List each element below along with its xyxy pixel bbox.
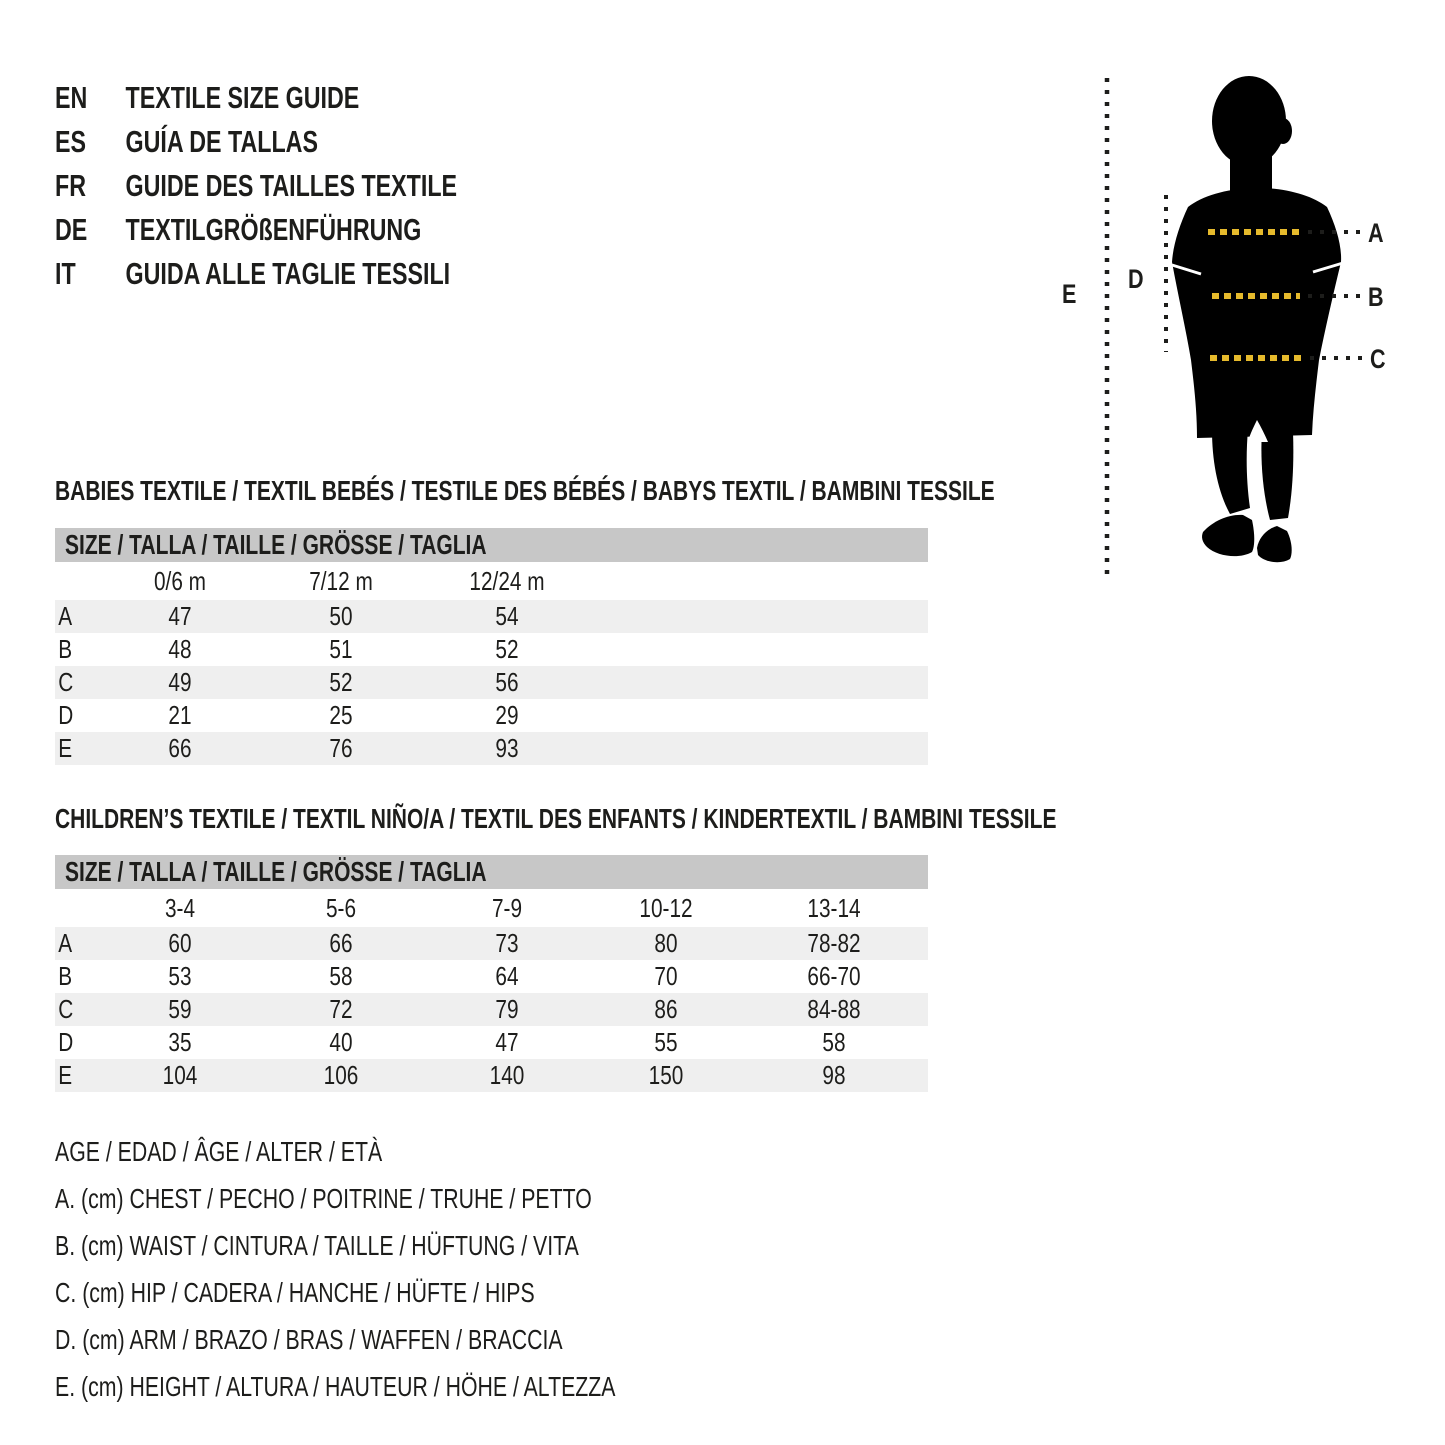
children-section-title: CHILDREN’S TEXTILE / TEXTIL NIÑO/A / TEXTIL DES ENFANTS / KINDERTEXTIL / BAMBINI TESSILE [55,803,1057,834]
row-label: E [58,733,73,763]
legend-line-waist: B. (cm) WAIST / CINTURA / TAILLE / HÜFTUNG / VITA [55,1230,579,1261]
table-cell: 54 [495,601,519,631]
table-cell: 64 [495,961,519,991]
table-cell: 29 [495,700,519,730]
table-cell: 106 [323,1060,359,1090]
table-row [55,600,928,633]
language-title: TEXTILE SIZE GUIDE [125,80,360,115]
size-header-bar: SIZE / TALLA / TAILLE / GRÖSSE / TAGLIA [55,855,928,889]
row-label: B [58,961,73,991]
language-title: GUÍA DE TALLAS [125,124,318,159]
language-code: ES [55,124,87,159]
children-size-table [55,855,928,1092]
language-code: EN [55,80,88,115]
table-cell: 58 [329,961,353,991]
table-cell: 52 [495,634,519,664]
table-cell: 56 [495,667,519,697]
language-title: TEXTILGRÖßENFÜHRUNG [125,212,422,247]
row-label: C [58,667,74,697]
legend-line-age: AGE / EDAD / ÂGE / ALTER / ETÀ [55,1136,383,1167]
table-cell: 35 [168,1027,192,1057]
table-cell: 72 [329,994,353,1024]
table-cell: 79 [495,994,519,1024]
table-cell: 84-88 [807,994,861,1024]
table-cell: 25 [329,700,353,730]
figure-label-arm: D [1128,264,1144,295]
figure-label-height: E [1062,279,1077,310]
table-cell: 86 [654,994,678,1024]
table-cell: 70 [654,961,678,991]
figure-label-chest: A [1368,218,1384,249]
babies-section-title: BABIES TEXTILE / TEXTIL BEBÉS / TESTILE DES BÉBÉS / BABYS TEXTIL / BAMBINI TESSILE [55,475,995,506]
table-row [55,960,928,993]
row-label: A [58,928,73,958]
table-cell: 53 [168,961,192,991]
column-header: 3-4 [164,893,196,923]
table-cell: 76 [329,733,353,763]
legend-line-height: E. (cm) HEIGHT / ALTURA / HAUTEUR / HÖHE / ALTEZZA [55,1371,616,1402]
table-cell: 140 [489,1060,525,1090]
language-row-en [55,76,461,120]
table-cell: 104 [162,1060,198,1090]
table-row [55,699,928,732]
table-row [55,732,928,765]
column-header: 7/12 m [309,566,373,596]
babies-size-table [55,528,928,765]
language-code: FR [55,168,86,203]
language-row-es [55,120,406,164]
row-label: E [58,1060,73,1090]
legend-line-hip: C. (cm) HIP / CADERA / HANCHE / HÜFTE / HIPS [55,1277,535,1308]
table-cell: 47 [168,601,192,631]
row-label: D [58,700,74,730]
table-cell: 98 [822,1060,846,1090]
size-header-bar: SIZE / TALLA / TAILLE / GRÖSSE / TAGLIA [55,528,928,562]
table-cell: 50 [329,601,353,631]
table-cell: 51 [329,634,353,664]
column-header: 7-9 [491,893,523,923]
table-cell: 66-70 [807,961,861,991]
measurement-figure [1040,60,1445,590]
table-cell: 78-82 [807,928,861,958]
table-cell: 21 [168,700,192,730]
column-header: 10-12 [639,893,693,923]
language-title: GUIDE DES TAILLES TEXTILE [125,168,458,203]
column-header: 12/24 m [469,566,545,596]
language-row-de [55,208,543,252]
column-header: 5-6 [325,893,357,923]
table-cell: 40 [329,1027,353,1057]
column-header-row [55,889,928,927]
table-row [55,666,928,699]
table-row [55,633,928,666]
language-row-fr [55,164,591,208]
row-label: B [58,634,73,664]
row-label: D [58,1027,74,1057]
table-row [55,1059,928,1092]
column-header: 13-14 [807,893,861,923]
table-cell: 59 [168,994,192,1024]
figure-label-waist: B [1368,282,1384,313]
table-row [55,1026,928,1059]
table-cell: 58 [822,1027,846,1057]
table-cell: 55 [654,1027,678,1057]
column-header-row [55,562,928,600]
column-header: 0/6 m [153,566,207,596]
table-cell: 93 [495,733,519,763]
language-row-it [55,252,582,296]
table-cell: 66 [168,733,192,763]
table-cell: 49 [168,667,192,697]
table-cell: 150 [648,1060,684,1090]
table-cell: 80 [654,928,678,958]
legend-line-arm: D. (cm) ARM / BRAZO / BRAS / WAFFEN / BRACCIA [55,1324,563,1355]
row-label: C [58,994,74,1024]
table-cell: 73 [495,928,519,958]
table-cell: 60 [168,928,192,958]
table-row [55,993,928,1026]
table-cell: 52 [329,667,353,697]
language-code: DE [55,212,88,247]
figure-label-hip: C [1370,344,1386,375]
legend-line-chest: A. (cm) CHEST / PECHO / POITRINE / TRUHE / PETTO [55,1183,592,1214]
table-row [55,927,928,960]
table-cell: 66 [329,928,353,958]
row-label: A [58,601,73,631]
table-cell: 48 [168,634,192,664]
language-title: GUIDA ALLE TAGLIE TESSILI [125,256,451,291]
table-cell: 47 [495,1027,519,1057]
language-code: IT [55,256,76,291]
